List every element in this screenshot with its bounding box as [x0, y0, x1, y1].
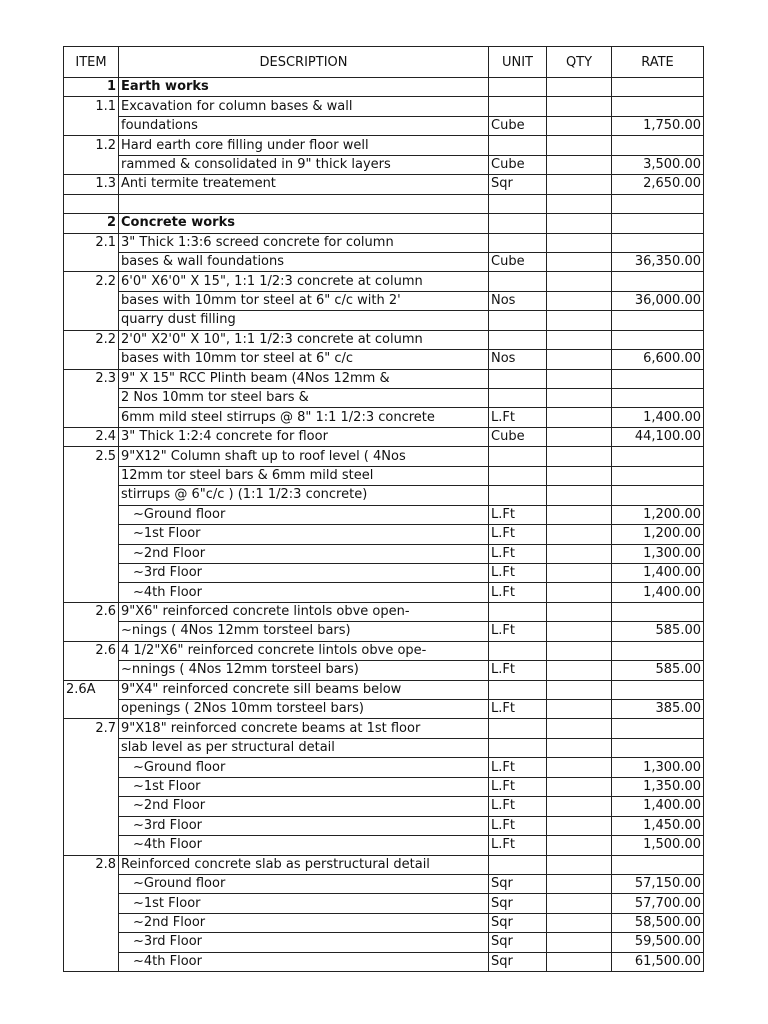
rate-cell: 44,100.00: [612, 427, 704, 446]
unit-cell: [489, 233, 547, 252]
table-row: [64, 175, 704, 194]
table-row: [64, 777, 704, 796]
rate-cell: [612, 78, 704, 97]
description-cell: Reinforced concrete slab as perstructural detail: [119, 855, 489, 874]
unit-cell: L.Ft: [489, 563, 547, 582]
qty-cell: [547, 78, 612, 97]
description-cell: Excavation for column bases & wall: [119, 97, 489, 116]
header-unit: UNIT: [489, 47, 547, 78]
description-cell: ~4th Floor: [119, 583, 489, 602]
description-cell: ~nnings ( 4Nos 12mm torsteel bars): [119, 661, 489, 680]
item-cell: 1.2: [64, 136, 119, 155]
rate-cell: [612, 486, 704, 505]
unit-cell: Cube: [489, 155, 547, 174]
rate-cell: 1,400.00: [612, 583, 704, 602]
item-cell: [64, 700, 119, 719]
item-cell: [64, 252, 119, 271]
qty-cell: [547, 408, 612, 427]
qty-cell: [547, 466, 612, 485]
item-cell: 2.7: [64, 719, 119, 738]
unit-cell: [489, 194, 547, 213]
qty-cell: [547, 913, 612, 932]
table-row: [64, 408, 704, 427]
qty-cell: [547, 525, 612, 544]
qty-cell: [547, 291, 612, 310]
description-cell: slab level as per structural detail: [119, 738, 489, 757]
rate-cell: 58,500.00: [612, 913, 704, 932]
item-cell: [64, 389, 119, 408]
unit-cell: L.Ft: [489, 661, 547, 680]
qty-cell: [547, 661, 612, 680]
unit-cell: L.Ft: [489, 816, 547, 835]
qty-cell: [547, 427, 612, 446]
table-row: [64, 836, 704, 855]
description-cell: ~3rd Floor: [119, 933, 489, 952]
rate-cell: [612, 214, 704, 233]
qty-cell: [547, 777, 612, 796]
qty-cell: [547, 641, 612, 660]
item-cell: [64, 933, 119, 952]
unit-cell: [489, 738, 547, 757]
qty-cell: [547, 583, 612, 602]
description-cell: 2 Nos 10mm tor steel bars &: [119, 389, 489, 408]
rate-cell: 3,500.00: [612, 155, 704, 174]
table-row: [64, 389, 704, 408]
description-cell: 9"X12" Column shaft up to roof level ( 4Nos: [119, 447, 489, 466]
table-row: [64, 466, 704, 485]
qty-cell: [547, 311, 612, 330]
description-cell: 2'0" X2'0" X 10", 1:1 1/2:3 concrete at column: [119, 330, 489, 349]
table-row: [64, 661, 704, 680]
rate-cell: [612, 602, 704, 621]
description-cell: 4 1/2"X6" reinforced concrete lintols obve ope-: [119, 641, 489, 660]
description-cell: bases & wall foundations: [119, 252, 489, 271]
rate-cell: 36,350.00: [612, 252, 704, 271]
item-cell: 2.6A: [64, 680, 119, 699]
unit-cell: Sqr: [489, 175, 547, 194]
rate-cell: 585.00: [612, 622, 704, 641]
item-cell: 1: [64, 78, 119, 97]
item-cell: 2.2: [64, 272, 119, 291]
item-cell: 2.2: [64, 330, 119, 349]
rate-cell: [612, 447, 704, 466]
unit-cell: L.Ft: [489, 758, 547, 777]
qty-cell: [547, 175, 612, 194]
table-row: [64, 350, 704, 369]
item-cell: [64, 505, 119, 524]
qty-cell: [547, 194, 612, 213]
table-row: [64, 252, 704, 271]
rate-cell: 1,350.00: [612, 777, 704, 796]
rate-cell: 57,700.00: [612, 894, 704, 913]
description-cell: ~2nd Floor: [119, 913, 489, 932]
rate-cell: 1,200.00: [612, 525, 704, 544]
item-cell: [64, 486, 119, 505]
qty-cell: [547, 622, 612, 641]
item-cell: 2.4: [64, 427, 119, 446]
qty-cell: [547, 933, 612, 952]
description-cell: foundations: [119, 116, 489, 135]
unit-cell: [489, 214, 547, 233]
table-row: [64, 641, 704, 660]
table-row: [64, 486, 704, 505]
item-cell: [64, 116, 119, 135]
item-cell: 2.5: [64, 447, 119, 466]
unit-cell: Sqr: [489, 874, 547, 893]
qty-cell: [547, 116, 612, 135]
qty-cell: [547, 894, 612, 913]
header-row: [64, 47, 704, 78]
table-row: [64, 194, 704, 213]
table-row: [64, 933, 704, 952]
unit-cell: [489, 680, 547, 699]
qty-cell: [547, 797, 612, 816]
table-row: [64, 680, 704, 699]
qty-cell: [547, 155, 612, 174]
rate-cell: [612, 136, 704, 155]
item-cell: [64, 563, 119, 582]
item-cell: 2.6: [64, 602, 119, 621]
table-row: [64, 758, 704, 777]
table-body: [64, 78, 704, 972]
unit-cell: L.Ft: [489, 408, 547, 427]
item-cell: [64, 194, 119, 213]
description-cell: 3" Thick 1:2:4 concrete for floor: [119, 427, 489, 446]
unit-cell: Cube: [489, 252, 547, 271]
rate-cell: [612, 311, 704, 330]
qty-cell: [547, 272, 612, 291]
boq-table: [63, 46, 704, 972]
item-cell: [64, 894, 119, 913]
header-qty: QTY: [547, 47, 612, 78]
rate-cell: [612, 855, 704, 874]
item-cell: [64, 952, 119, 971]
unit-cell: L.Ft: [489, 622, 547, 641]
item-cell: [64, 738, 119, 757]
description-cell: [119, 194, 489, 213]
unit-cell: [489, 466, 547, 485]
rate-cell: 1,450.00: [612, 816, 704, 835]
item-cell: [64, 583, 119, 602]
rate-cell: [612, 272, 704, 291]
table-row: [64, 855, 704, 874]
unit-cell: [489, 78, 547, 97]
qty-cell: [547, 389, 612, 408]
qty-cell: [547, 136, 612, 155]
unit-cell: Sqr: [489, 894, 547, 913]
item-cell: [64, 622, 119, 641]
item-cell: [64, 836, 119, 855]
description-cell: ~nings ( 4Nos 12mm torsteel bars): [119, 622, 489, 641]
section-heading-row: [64, 78, 704, 97]
description-cell: rammed & consolidated in 9" thick layers: [119, 155, 489, 174]
description-cell: Anti termite treatement: [119, 175, 489, 194]
qty-cell: [547, 952, 612, 971]
table-row: [64, 155, 704, 174]
unit-cell: L.Ft: [489, 505, 547, 524]
table-row: [64, 525, 704, 544]
description-cell: openings ( 2Nos 10mm torsteel bars): [119, 700, 489, 719]
qty-cell: [547, 544, 612, 563]
table-row: [64, 544, 704, 563]
qty-cell: [547, 602, 612, 621]
header-rate: RATE: [612, 47, 704, 78]
header-description: DESCRIPTION: [119, 47, 489, 78]
rate-cell: [612, 369, 704, 388]
description-cell: 9"X18" reinforced concrete beams at 1st floor: [119, 719, 489, 738]
unit-cell: [489, 641, 547, 660]
unit-cell: L.Ft: [489, 583, 547, 602]
rate-cell: 59,500.00: [612, 933, 704, 952]
description-cell: ~1st Floor: [119, 525, 489, 544]
description-cell: bases with 10mm tor steel at 6" c/c with 2': [119, 291, 489, 310]
table-row: [64, 136, 704, 155]
rate-cell: [612, 97, 704, 116]
rate-cell: [612, 330, 704, 349]
table-row: [64, 447, 704, 466]
unit-cell: [489, 389, 547, 408]
item-cell: [64, 311, 119, 330]
rate-cell: [612, 641, 704, 660]
item-cell: 2.6: [64, 641, 119, 660]
table-row: [64, 97, 704, 116]
qty-cell: [547, 350, 612, 369]
description-cell: ~Ground floor: [119, 874, 489, 893]
item-cell: [64, 758, 119, 777]
item-cell: [64, 525, 119, 544]
description-cell: ~1st Floor: [119, 777, 489, 796]
description-cell: ~4th Floor: [119, 952, 489, 971]
description-cell: quarry dust filling: [119, 311, 489, 330]
qty-cell: [547, 97, 612, 116]
qty-cell: [547, 369, 612, 388]
table-row: [64, 797, 704, 816]
description-cell: Concrete works: [119, 214, 489, 233]
rate-cell: 61,500.00: [612, 952, 704, 971]
table-row: [64, 583, 704, 602]
table-row: [64, 291, 704, 310]
description-cell: ~1st Floor: [119, 894, 489, 913]
rate-cell: 1,400.00: [612, 408, 704, 427]
unit-cell: Sqr: [489, 952, 547, 971]
unit-cell: Nos: [489, 350, 547, 369]
table-row: [64, 602, 704, 621]
unit-cell: L.Ft: [489, 700, 547, 719]
header-item: ITEM: [64, 47, 119, 78]
qty-cell: [547, 836, 612, 855]
unit-cell: L.Ft: [489, 777, 547, 796]
unit-cell: L.Ft: [489, 836, 547, 855]
rate-cell: 1,750.00: [612, 116, 704, 135]
qty-cell: [547, 855, 612, 874]
unit-cell: Sqr: [489, 933, 547, 952]
table-row: [64, 563, 704, 582]
qty-cell: [547, 680, 612, 699]
qty-cell: [547, 758, 612, 777]
table-row: [64, 894, 704, 913]
table-row: [64, 738, 704, 757]
item-cell: [64, 777, 119, 796]
table-row: [64, 427, 704, 446]
description-cell: Hard earth core filling under floor well: [119, 136, 489, 155]
item-cell: 2.3: [64, 369, 119, 388]
unit-cell: L.Ft: [489, 544, 547, 563]
item-cell: [64, 874, 119, 893]
description-cell: stirrups @ 6"c/c ) (1:1 1/2:3 concrete): [119, 486, 489, 505]
unit-cell: [489, 311, 547, 330]
qty-cell: [547, 252, 612, 271]
item-cell: [64, 155, 119, 174]
rate-cell: 1,400.00: [612, 797, 704, 816]
unit-cell: Sqr: [489, 913, 547, 932]
unit-cell: [489, 369, 547, 388]
item-cell: [64, 466, 119, 485]
table-row: [64, 874, 704, 893]
description-cell: ~Ground floor: [119, 758, 489, 777]
unit-cell: [489, 272, 547, 291]
qty-cell: [547, 214, 612, 233]
rate-cell: [612, 738, 704, 757]
table-row: [64, 952, 704, 971]
table-row: [64, 700, 704, 719]
table-row: [64, 330, 704, 349]
rate-cell: 1,400.00: [612, 563, 704, 582]
description-cell: ~3rd Floor: [119, 816, 489, 835]
item-cell: [64, 913, 119, 932]
rate-cell: 1,300.00: [612, 758, 704, 777]
section-heading-row: [64, 214, 704, 233]
description-cell: 6mm mild steel stirrups @ 8" 1:1 1/2:3 concrete: [119, 408, 489, 427]
item-cell: 2: [64, 214, 119, 233]
item-cell: 2.8: [64, 855, 119, 874]
item-cell: [64, 350, 119, 369]
rate-cell: 1,300.00: [612, 544, 704, 563]
description-cell: ~Ground floor: [119, 505, 489, 524]
item-cell: [64, 797, 119, 816]
description-cell: 9"X6" reinforced concrete lintols obve open-: [119, 602, 489, 621]
unit-cell: Nos: [489, 291, 547, 310]
description-cell: bases with 10mm tor steel at 6" c/c: [119, 350, 489, 369]
table-row: [64, 369, 704, 388]
unit-cell: L.Ft: [489, 525, 547, 544]
item-cell: [64, 816, 119, 835]
table-row: [64, 505, 704, 524]
item-cell: [64, 291, 119, 310]
unit-cell: [489, 97, 547, 116]
unit-cell: L.Ft: [489, 797, 547, 816]
unit-cell: [489, 602, 547, 621]
unit-cell: [489, 447, 547, 466]
unit-cell: [489, 855, 547, 874]
table-row: [64, 116, 704, 135]
qty-cell: [547, 738, 612, 757]
item-cell: 2.1: [64, 233, 119, 252]
item-cell: [64, 661, 119, 680]
rate-cell: 585.00: [612, 661, 704, 680]
unit-cell: [489, 330, 547, 349]
qty-cell: [547, 447, 612, 466]
rate-cell: [612, 389, 704, 408]
rate-cell: 6,600.00: [612, 350, 704, 369]
rate-cell: 57,150.00: [612, 874, 704, 893]
rate-cell: 36,000.00: [612, 291, 704, 310]
unit-cell: Cube: [489, 427, 547, 446]
rate-cell: 1,200.00: [612, 505, 704, 524]
table-row: [64, 816, 704, 835]
description-cell: 3" Thick 1:3:6 screed concrete for column: [119, 233, 489, 252]
qty-cell: [547, 700, 612, 719]
description-cell: Earth works: [119, 78, 489, 97]
rate-cell: [612, 466, 704, 485]
qty-cell: [547, 330, 612, 349]
rate-cell: 1,500.00: [612, 836, 704, 855]
unit-cell: [489, 136, 547, 155]
table-row: [64, 311, 704, 330]
description-cell: 12mm tor steel bars & 6mm mild steel: [119, 466, 489, 485]
qty-cell: [547, 563, 612, 582]
description-cell: ~4th Floor: [119, 836, 489, 855]
item-cell: 1.1: [64, 97, 119, 116]
description-cell: 6'0" X6'0" X 15", 1:1 1/2:3 concrete at column: [119, 272, 489, 291]
qty-cell: [547, 874, 612, 893]
rate-cell: [612, 680, 704, 699]
description-cell: ~2nd Floor: [119, 797, 489, 816]
rate-cell: 2,650.00: [612, 175, 704, 194]
table-row: [64, 913, 704, 932]
description-cell: ~2nd Floor: [119, 544, 489, 563]
description-cell: ~3rd Floor: [119, 563, 489, 582]
table-row: [64, 719, 704, 738]
table-row: [64, 272, 704, 291]
qty-cell: [547, 505, 612, 524]
description-cell: 9" X 15" RCC Plinth beam (4Nos 12mm &: [119, 369, 489, 388]
item-cell: [64, 408, 119, 427]
qty-cell: [547, 486, 612, 505]
qty-cell: [547, 233, 612, 252]
rate-cell: [612, 233, 704, 252]
item-cell: [64, 544, 119, 563]
table-row: [64, 622, 704, 641]
description-cell: 9"X4" reinforced concrete sill beams below: [119, 680, 489, 699]
unit-cell: Cube: [489, 116, 547, 135]
unit-cell: [489, 719, 547, 738]
table-row: [64, 233, 704, 252]
rate-cell: [612, 719, 704, 738]
qty-cell: [547, 816, 612, 835]
rate-cell: [612, 194, 704, 213]
item-cell: 1.3: [64, 175, 119, 194]
unit-cell: [489, 486, 547, 505]
qty-cell: [547, 719, 612, 738]
table-header: [64, 47, 704, 78]
rate-cell: 385.00: [612, 700, 704, 719]
